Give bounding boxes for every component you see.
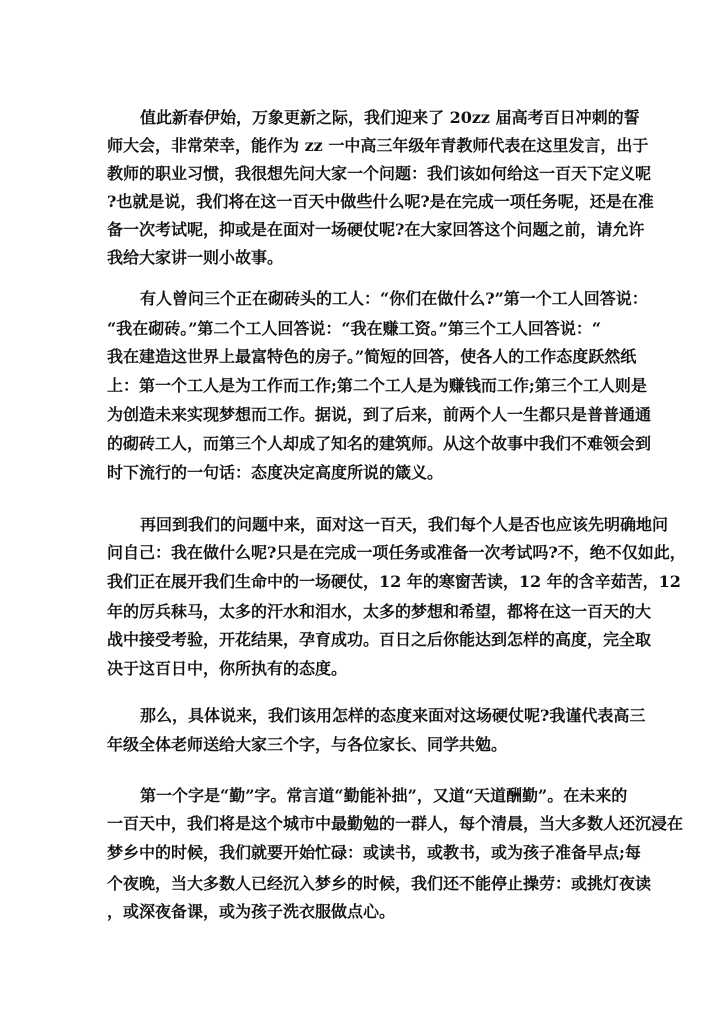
- paragraph-3-line: 再回到我们的问题中来，面对这一百天，我们每个人是否也应该先明确地问: [140, 515, 669, 534]
- paragraph-1-line: 我给大家讲一则小故事。: [107, 248, 284, 267]
- paragraph-4-line: 那么，具体说来，我们该用怎样的态度来面对这场硬仗呢?我谨代表高三: [140, 706, 646, 725]
- paragraph-1-line: 师大会，非常荣幸，能作为 zz 一中高三年级年青教师代表在这里发言，出于: [107, 136, 649, 155]
- paragraph-3-line: 决于这百日中，你所执有的态度。: [107, 659, 348, 678]
- paragraph-5-line: 个夜晚，当大多数人已经沉入梦乡的时候，我们还不能停止操劳：或挑灯夜读: [107, 874, 652, 893]
- paragraph-3-line: 年的厉兵秣马，太多的汗水和泪水，太多的梦想和希望，都将在这一百天的大: [107, 602, 652, 621]
- paragraph-5-line: 一百天中，我们将是这个城市中最勤勉的一群人，每个清晨，当大多数人还沉浸在: [107, 814, 684, 833]
- paragraph-2-line: 有人曾问三个正在砌砖头的工人：“你们在做什么?”第一个工人回答说：: [140, 289, 648, 308]
- paragraph-1-line: ?也就是说，我们将在这一百天中做些什么呢?是在完成一项任务呢，还是在准: [107, 192, 654, 211]
- paragraph-2-line: 为创造未来实现梦想而工作。据说，到了后来，前两个人一生都只是普普通通: [107, 405, 652, 424]
- paragraph-2-line: 时下流行的一句话：态度决定高度所说的箴义。: [107, 463, 444, 482]
- paragraph-3-line: 我们正在展开我们生命中的一场硬仗，12 年的寒窗苦读，12 年的含辛茹苦，12: [107, 572, 681, 591]
- paragraph-3-line: 问自己：我在做什么呢?只是在完成一项任务或准备一次考试吗?不，绝不仅如此，: [107, 543, 686, 562]
- paragraph-1-line: 教师的职业习惯，我很想先问大家一个问题：我们该如何给这一百天下定义呢: [107, 164, 652, 183]
- paragraph-2-line: 上：第一个工人是为工作而工作;第二个工人是为赚钱而工作;第三个工人则是: [107, 376, 647, 395]
- paragraph-1-line: 值此新春伊始，万象更新之际，我们迎来了 20zz 届高考百日冲刺的誓: [140, 108, 640, 127]
- paragraph-1-line: 备一次考试呢，抑或是在面对一场硬仗呢?在大家回答这个问题之前，请允许: [107, 220, 645, 239]
- paragraph-2-line: 我在建造这世界上最富特色的房子。”简短的回答，使各人的工作态度跃然纸: [107, 347, 637, 366]
- paragraph-2-line: “我在砌砖。”第二个工人回答说：“我在赚工资。”第三个工人回答说：“: [107, 319, 602, 338]
- paragraph-5-line: 梦乡中的时候，我们就要开始忙碌：或读书，或教书，或为孩子准备早点;每: [107, 843, 641, 862]
- paragraph-4-line: 年级全体老师送给大家三个字，与各位家长、同学共勉。: [107, 735, 508, 754]
- paragraph-2-line: 的砌砖工人，而第三个人却成了知名的建筑师。从这个故事中我们不难领会到: [107, 434, 652, 453]
- paragraph-5-line: ，或深夜备课，或为孩子洗衣服做点心。: [107, 902, 396, 921]
- paragraph-3-line: 战中接受考验，开花结果，孕育成功。百日之后你能达到怎样的高度，完全取: [107, 630, 652, 649]
- paragraph-5-line: 第一个字是“勤”字。常言道“勤能补拙”，又道“天道酬勤”。在未来的: [140, 786, 628, 805]
